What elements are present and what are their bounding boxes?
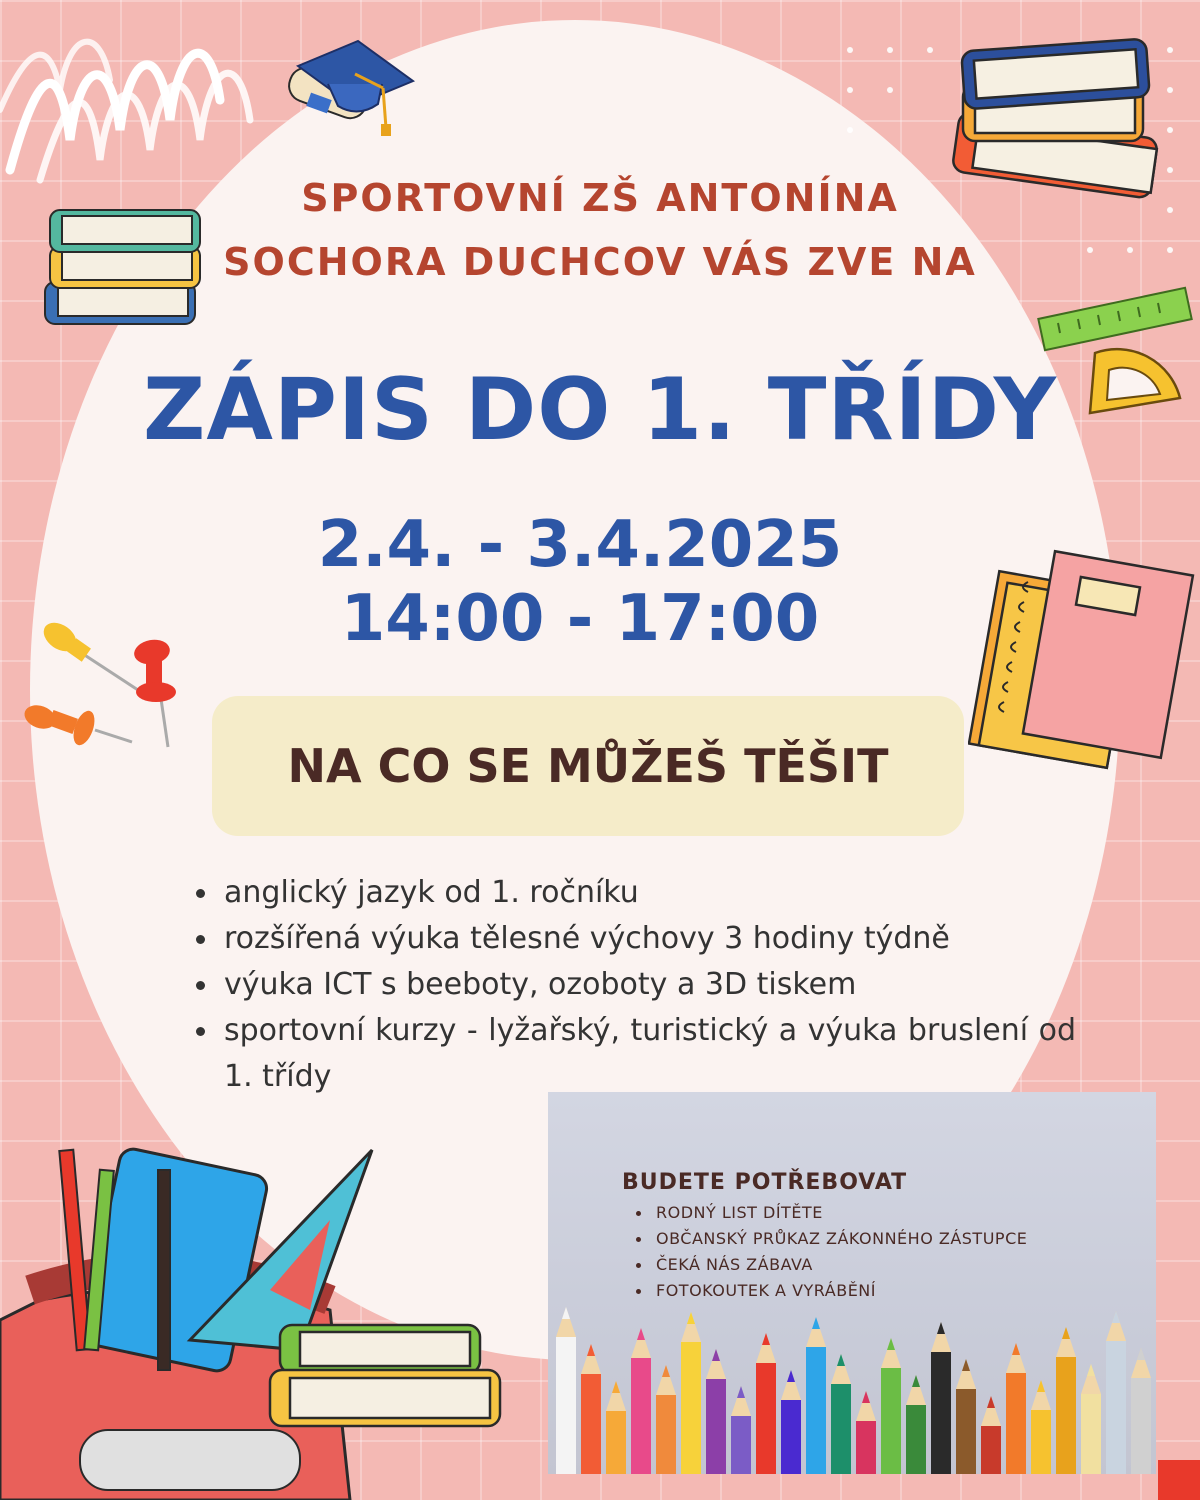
pencil: [931, 1322, 951, 1474]
list-item: OBČANSKÝ PRŮKAZ ZÁKONNÉHO ZÁSTUPCE: [634, 1226, 1027, 1252]
pencil: [781, 1370, 801, 1474]
pencil: [581, 1344, 601, 1474]
pencil: [856, 1391, 876, 1474]
date-range: 2.4. - 3.4.2025: [317, 508, 843, 582]
pencil: [956, 1359, 976, 1474]
benefits-heading-banner: [212, 696, 964, 836]
pencil: [731, 1386, 751, 1474]
list-item: sportovní kurzy - lyžařský, turistický a výuka bruslení od 1. třídy: [192, 1008, 1076, 1100]
pencil: [806, 1317, 826, 1474]
red-corner-decoration: [1150, 1440, 1200, 1500]
list-item: výuka ICT s beeboty, ozoboty a 3D tiskem: [192, 962, 1076, 1008]
push-pin-icons: [20, 612, 190, 762]
pencil: [756, 1333, 776, 1474]
pencil: [906, 1375, 926, 1474]
pencil: [681, 1312, 701, 1474]
requirements-list: [634, 1200, 1027, 1304]
page-title: ZÁPIS DO 1. TŘÍDY: [143, 360, 1057, 460]
pencil: [1081, 1364, 1101, 1474]
pencil: [656, 1365, 676, 1474]
book-stack-bottom: [270, 1325, 500, 1426]
pencil: [556, 1307, 576, 1474]
pencil: [1131, 1348, 1151, 1474]
list-item: ČEKÁ NÁS ZÁBAVA: [634, 1252, 1027, 1278]
list-item: anglický jazyk od 1. ročníku: [192, 870, 1076, 916]
pencil: [981, 1396, 1001, 1474]
pencil: [606, 1381, 626, 1474]
requirements-heading: BUDETE POTŘEBOVAT: [622, 1170, 908, 1195]
graduation-cap-icon: [278, 36, 418, 146]
backpack-icon: [0, 1120, 520, 1500]
pencil: [706, 1349, 726, 1474]
header-line-2: SOCHORA DUCHCOV VÁS ZVE NA: [223, 240, 977, 284]
pencil: [1006, 1343, 1026, 1474]
notebook-icon: [968, 542, 1198, 777]
header-line-1: SPORTOVNÍ ZŠ ANTONÍNA: [301, 176, 899, 220]
list-item: rozšířená výuka tělesné výchovy 3 hodiny týdně: [192, 916, 1076, 962]
pencil: [831, 1354, 851, 1474]
squiggle-lines: [0, 20, 260, 190]
benefits-list: [192, 870, 1076, 1100]
pencil: [1106, 1311, 1126, 1474]
pencil: [1056, 1327, 1076, 1474]
list-item: RODNÝ LIST DÍTĚTE: [634, 1200, 1027, 1226]
time-range: 14:00 - 17:00: [340, 582, 820, 656]
pencil: [631, 1328, 651, 1474]
pencil: [881, 1338, 901, 1474]
pencil: [1031, 1380, 1051, 1474]
benefits-heading: NA CO SE MŮŽEŠ TĚŠIT: [287, 739, 889, 793]
requirements-card: [548, 1092, 1156, 1474]
list-item: FOTOKOUTEK A VYRÁBĚNÍ: [634, 1278, 1027, 1304]
